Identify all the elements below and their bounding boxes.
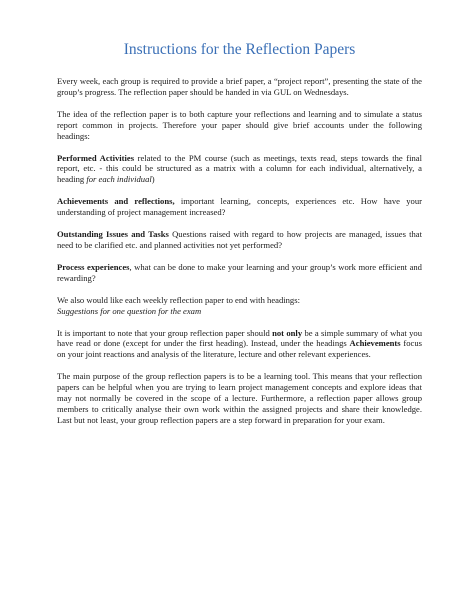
performed-activities-paragraph	[57, 153, 422, 186]
closing-line: We also would like each weekly reflection paper to end with headings:	[57, 294, 300, 305]
achievements-text: important learning, concepts, experiences etc. How have your understanding of project management increased?	[57, 196, 422, 218]
outstanding-issues-heading: Outstanding Issues and Tasks	[57, 229, 169, 240]
closing-headings-paragraph	[57, 295, 422, 317]
exam-question-heading: Suggestions for one question for the exam	[57, 305, 202, 316]
process-experiences-paragraph	[57, 262, 422, 284]
performed-activities-italic: for each individual	[86, 174, 152, 185]
achievements-heading: Achievements and reflections,	[57, 196, 175, 207]
outstanding-issues-paragraph	[57, 229, 422, 251]
process-experiences-heading: Process experiences	[57, 261, 130, 272]
performed-activities-heading: Performed Activities	[57, 152, 135, 163]
idea-paragraph: The idea of the reflection paper is to both capture your reflections and learning and to simulate a status report common in projects. Therefore your paper should give brief accounts under the following headings:	[57, 108, 422, 141]
achievements-emphasis: Achievements	[349, 338, 401, 349]
important-note-text-3: focus on your joint reactions and analysis of the literature, lecture and other relevant experiences.	[57, 338, 423, 360]
purpose-paragraph: The main purpose of the group reflection papers is to be a learning tool. This means that your reflection papers can be helpful when you are trying to learn project management concepts and explore ideas that may not normally be covered in the scope of a lecture. Furthermore, a reflection paper allows group members to critically analyse their own work within the assigned projects and share their knowledge. Last but not least, your group reflection papers are a step forward in preparation for your exam.	[57, 371, 422, 425]
outstanding-issues-text: Questions raised with regard to how projects are managed, issues that need to be clarified etc. and planned activities not yet performed?	[57, 229, 423, 250]
important-note-text-2: be a simple summary of what you have read or done (except for under the first heading). Instead, under the headings	[57, 327, 422, 349]
process-experiences-text: , what can be done to make your learning and your group’s work more efficient and rewarding?	[57, 261, 422, 283]
important-note-paragraph	[57, 328, 422, 361]
performed-activities-text: related to the PM course (such as meetings, texts read, steps towards the final report, etc. - this could be structured as a matrix with a column for each individual, alternatively, a heading	[57, 152, 423, 185]
achievements-paragraph	[57, 196, 422, 218]
performed-activities-end: )	[151, 174, 155, 185]
page-title: Instructions for the Reflection Papers	[123, 41, 356, 58]
not-only-emphasis: not only	[272, 327, 303, 338]
important-note-text-1: It is important to note that your group reflection paper should	[57, 327, 273, 338]
intro-paragraph: Every week, each group is required to provide a brief paper, a “project report”, presenting the state of the group’s progress. The reflection paper should be handed in via GUL on Wednesdays.	[57, 76, 422, 97]
